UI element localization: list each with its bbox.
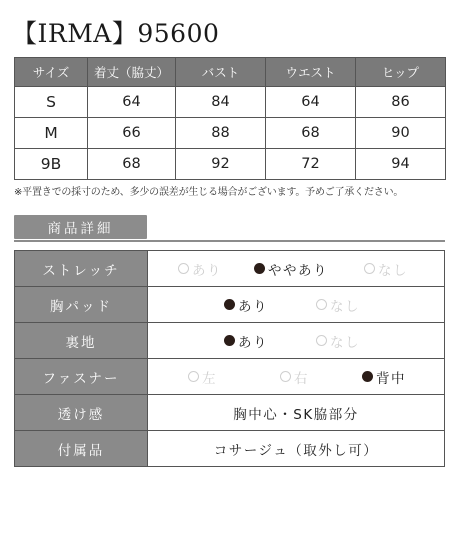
size-header-bust: バスト — [176, 58, 266, 87]
size-value: 64 — [88, 87, 176, 118]
table-row — [15, 251, 445, 287]
size-value: 68 — [266, 118, 356, 149]
size-value: 88 — [176, 118, 266, 149]
table-row — [15, 118, 446, 149]
table-row — [15, 149, 446, 180]
size-value: 86 — [356, 87, 446, 118]
option-pad-no: なし — [316, 295, 376, 315]
radio-empty-icon — [316, 335, 327, 346]
option-pad-yes: あり — [224, 295, 316, 315]
option-stretch-none: なし — [346, 259, 426, 279]
radio-filled-icon — [224, 335, 235, 346]
size-header-waist: ウエスト — [266, 58, 356, 87]
size-value: 90 — [356, 118, 446, 149]
size-value: 72 — [266, 149, 356, 180]
size-header-length: 着丈（脇丈） — [88, 58, 176, 87]
radio-filled-icon — [362, 371, 373, 382]
size-value: 94 — [356, 149, 446, 180]
size-value: 68 — [88, 149, 176, 180]
option-lining-yes: あり — [224, 331, 316, 351]
measurement-note: ※平置きでの採寸のため、多少の誤差が生じる場合がございます。予めご了承ください。 — [14, 187, 404, 198]
radio-empty-icon — [178, 263, 189, 274]
table-row — [15, 359, 445, 395]
size-label: 9B — [15, 149, 88, 180]
section-divider — [14, 240, 445, 242]
table-row — [15, 431, 445, 467]
size-label: S — [15, 87, 88, 118]
size-value: 92 — [176, 149, 266, 180]
radio-empty-icon — [364, 263, 375, 274]
detail-label-lining: 裏地 — [15, 323, 148, 359]
page-title: 【IRMA】95600 — [12, 19, 220, 48]
table-row — [15, 395, 445, 431]
option-stretch-yes: あり — [178, 259, 236, 279]
size-header-size: サイズ — [15, 58, 88, 87]
radio-empty-icon — [280, 371, 291, 382]
table-row — [15, 287, 445, 323]
option-lining-no: なし — [316, 331, 376, 351]
section-tab-product-details: 商品詳細 — [14, 215, 147, 239]
size-header-hip: ヒップ — [356, 58, 446, 87]
option-zipper-right: 右 — [280, 367, 362, 387]
option-zipper-back: 背中 — [362, 367, 422, 387]
radio-empty-icon — [188, 371, 199, 382]
size-value: 66 — [88, 118, 176, 149]
radio-filled-icon — [254, 263, 265, 274]
detail-label-accessories: 付属品 — [15, 431, 148, 467]
table-row — [15, 323, 445, 359]
product-details-table — [14, 250, 445, 467]
size-table-header-row — [15, 58, 446, 87]
option-stretch-some: ややあり — [236, 259, 346, 279]
detail-label-zipper: ファスナー — [15, 359, 148, 395]
table-row — [15, 87, 446, 118]
size-table — [14, 57, 446, 180]
size-value: 84 — [176, 87, 266, 118]
detail-label-bust-pad: 胸パッド — [15, 287, 148, 323]
option-zipper-left: 左 — [188, 367, 280, 387]
detail-label-stretch: ストレッチ — [15, 251, 148, 287]
detail-value-sheerness: 胸中心・SK脇部分 — [148, 395, 445, 431]
radio-filled-icon — [224, 299, 235, 310]
size-value: 64 — [266, 87, 356, 118]
radio-empty-icon — [316, 299, 327, 310]
detail-value-accessories: コサージュ（取外し可） — [148, 431, 445, 467]
size-label: M — [15, 118, 88, 149]
detail-label-sheerness: 透け感 — [15, 395, 148, 431]
